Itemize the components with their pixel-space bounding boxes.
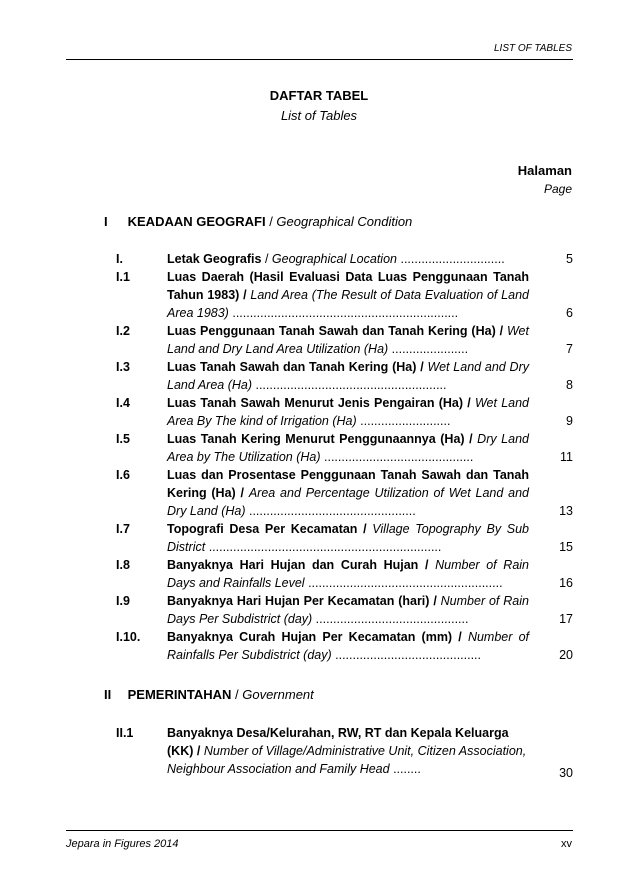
running-header: LIST OF TABLES [494,43,572,54]
entry-title-en: Land Area (The Result of Data Evaluation of Land Area 1983) [167,288,529,320]
section-number: I [104,214,108,229]
toc-entry[interactable] [116,358,573,394]
section-title-en: Government [242,687,314,702]
entry-title: Luas Tanah Sawah Menurut Jenis Pengairan (Ha) / Wet Land Area By The kind of Irrigation (Ha) .......................... [167,396,529,428]
entry-number: I.1 [116,270,130,284]
toc-entry[interactable] [116,724,573,778]
entry-page: 17 [559,612,573,626]
toc-entry[interactable] [116,430,573,466]
entry-number: I. [116,252,123,266]
entry-number: I.5 [116,432,130,446]
entry-number: I.6 [116,468,130,482]
page-column-label-en: Page [543,182,572,196]
entry-title-en: Wet Land Area By The kind of Irrigation (Ha) [167,396,529,428]
toc-entry[interactable] [116,394,573,430]
entry-leader: ....................................................... [255,378,447,392]
entry-leader: ............................................ [315,612,469,626]
page-column-label: Halaman [517,163,572,178]
entry-title: Luas Tanah Sawah dan Tanah Kering (Ha) / Wet Land and Dry Land Area (Ha) ....................................................... [167,360,529,392]
entry-title: Luas Tanah Kering Menurut Penggunaannya (Ha) / Dry Land Area by The Utilization (Ha) ........................................... [167,432,529,464]
entry-page: 16 [559,576,573,590]
entry-title-en: Number of Village/Administrative Unit, Citizen Association, Neighbour Association and Family Head [167,744,527,776]
toc-entry[interactable] [116,628,573,664]
toc-entry[interactable] [116,592,573,628]
entry-leader: .............................. [400,252,505,266]
entry-title: Luas Daerah (Hasil Evaluasi Data Luas Penggunaan Tanah Tahun 1983) / Land Area (The Result of Data Evaluation of Land Area 1983) ................................................................. [167,270,529,320]
entry-title-en: Number of Rainfalls Per Subdistrict (day) [167,630,529,662]
toc-entry[interactable] [116,268,573,322]
entry-leader: .......................... [360,414,451,428]
entry-title-en: Village Topography By Sub District [167,522,529,554]
section-number: II [104,687,112,702]
entry-page: 30 [559,766,573,780]
entry-title-id: Letak Geografis [167,252,262,266]
entry-leader: ................................................ [248,504,416,518]
entry-title-id: Banyaknya Desa/Kelurahan, RW, RT dan Kepala Keluarga (KK) [167,726,509,758]
entry-title-en: Wet Land and Dry Land Area Utilization (Ha) [167,324,529,356]
toc-entry[interactable] [116,250,573,268]
entry-number: I.2 [116,324,130,338]
footer-page-number: xv [561,838,572,850]
entry-leader: .......................................... [335,648,482,662]
footer-publication: Jepara in Figures 2014 [66,838,179,850]
entry-leader: ........................................................ [308,576,503,590]
entry-title: Banyaknya Desa/Kelurahan, RW, RT dan Kepala Keluarga (KK) / Number of Village/Administrative Unit, Citizen Association, Neighbour Association and Family Head ........ [167,726,527,776]
footer-rule [66,830,573,831]
section-title-id: PEMERINTAHAN [127,687,232,702]
entry-title-en: Number of Rain Days Per Subdistrict (day) [167,594,529,626]
entry-page: 20 [559,648,573,662]
entry-title-id: Luas Tanah Sawah dan Tanah Kering (Ha) [167,360,417,374]
entry-number: I.4 [116,396,130,410]
entry-page: 13 [559,504,573,518]
entry-title: Letak Geografis / Geographical Location .............................. [167,252,505,266]
page-subtitle: List of Tables [280,108,358,123]
entry-number: I.9 [116,594,130,608]
entry-title: Luas Penggunaan Tanah Sawah dan Tanah Kering (Ha) / Wet Land and Dry Land Area Utilization (Ha) ...................... [167,324,529,356]
section-heading: II PEMERINTAHAN / Government [104,687,314,702]
entry-title-id: Luas Penggunaan Tanah Sawah dan Tanah Kering (Ha) [167,324,496,338]
entry-title-en: Area and Percentage Utilization of Wet Land and Dry Land (Ha) [167,486,529,518]
entry-page: 9 [566,414,573,428]
entry-title: Luas dan Prosentase Penggunaan Tanah Sawah dan Tanah Kering (Ha) / Area and Percentage Utilization of Wet Land and Dry Land (Ha) ................................................ [167,468,529,518]
entry-title: Banyaknya Hari Hujan dan Curah Hujan / Number of Rain Days and Rainfalls Level ........................................................ [167,558,529,590]
entry-title: Topografi Desa Per Kecamatan / Village Topography By Sub District ................................................................... [167,522,529,554]
entry-title-id: Topografi Desa Per Kecamatan [167,522,358,536]
entry-leader: ........ [393,762,421,776]
section-title-id: KEADAAN GEOGRAFI [127,214,266,229]
toc-entry[interactable] [116,466,573,520]
entry-page: 6 [566,306,573,320]
toc-entry[interactable] [116,520,573,556]
page-title: DAFTAR TABEL [269,88,369,103]
entry-page: 8 [566,378,573,392]
entry-number: I.8 [116,558,130,572]
entry-title-id: Banyaknya Hari Hujan dan Curah Hujan [167,558,419,572]
entry-page: 15 [559,540,573,554]
entry-number: I.7 [116,522,130,536]
entry-title-en: Dry Land Area by The Utilization (Ha) [167,432,529,464]
entry-page: 11 [560,450,573,464]
entry-title-en: Wet Land and Dry Land Area (Ha) [167,360,529,392]
entry-title: Banyaknya Curah Hujan Per Kecamatan (mm) / Number of Rainfalls Per Subdistrict (day) .......................................... [167,630,529,662]
entry-title-id: Luas dan Prosentase Penggunaan Tanah Sawah dan Tanah Kering (Ha) [167,468,529,500]
entry-number: I.3 [116,360,130,374]
entry-title-en: Number of Rain Days and Rainfalls Level [167,558,529,590]
entry-number: II.1 [116,726,134,740]
entry-leader: ................................................................... [208,540,442,554]
entry-page: 5 [566,252,573,266]
entry-number: I.10. [116,630,141,644]
entry-title-id: Banyaknya Hari Hujan Per Kecamatan (hari) [167,594,430,608]
entry-leader: ...................... [391,342,469,356]
entry-title-id: Banyaknya Curah Hujan Per Kecamatan (mm) [167,630,453,644]
entry-title-id: Luas Daerah (Hasil Evaluasi Data Luas Penggunaan Tanah Tahun 1983) [167,270,529,302]
entry-title: Banyaknya Hari Hujan Per Kecamatan (hari) / Number of Rain Days Per Subdistrict (day) ............................................ [167,594,529,626]
entry-leader: ........................................... [324,450,474,464]
toc-entry[interactable] [116,556,573,592]
header-rule [66,59,573,60]
entry-title-en: Geographical Location [271,252,397,266]
entry-title-id: Luas Tanah Sawah Menurut Jenis Pengairan (Ha) [167,396,464,410]
toc-entry[interactable] [116,322,573,358]
entry-page: 7 [566,342,573,356]
entry-leader: ................................................................. [232,306,459,320]
section-heading: I KEADAAN GEOGRAFI / Geographical Condition [104,214,413,229]
section-title-en: Geographical Condition [276,214,413,229]
entry-title-id: Luas Tanah Kering Menurut Penggunaannya (Ha) [167,432,465,446]
